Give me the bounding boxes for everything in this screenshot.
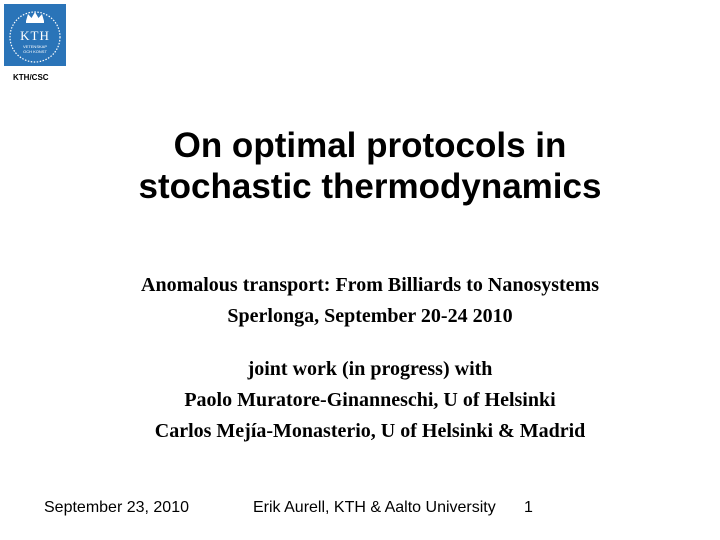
title-line-2: stochastic thermodynamics (138, 167, 602, 206)
conference-info (40, 270, 700, 332)
collaborators (40, 354, 700, 447)
title-line-1: On optimal protocols in (173, 126, 567, 165)
logo-sub-line-1: VETENSKAP (22, 44, 47, 49)
page-number: 1 (524, 499, 533, 516)
kth-logo (4, 4, 66, 66)
collaborator-2: Carlos Mejía-Monasterio, U of Helsinki & Madrid (154, 420, 586, 442)
department-label: KTH/CSC (13, 73, 49, 82)
footer-author: Erik Aurell, KTH & Aalto University (253, 499, 496, 516)
logo-text: KTH (20, 28, 50, 43)
collab-intro: joint work (in progress) with (247, 358, 493, 380)
logo-sub-line-2: OCH KONST (23, 49, 47, 54)
logo-subtitle (4, 44, 66, 54)
conference-name: Anomalous transport: From Billiards to Nanosystems (141, 274, 599, 296)
conference-place-date: Sperlonga, September 20-24 2010 (227, 305, 513, 327)
collaborator-1: Paolo Muratore-Ginanneschi, U of Helsinki (184, 389, 556, 411)
slide-title (40, 125, 700, 207)
footer-date: September 23, 2010 (44, 499, 189, 516)
